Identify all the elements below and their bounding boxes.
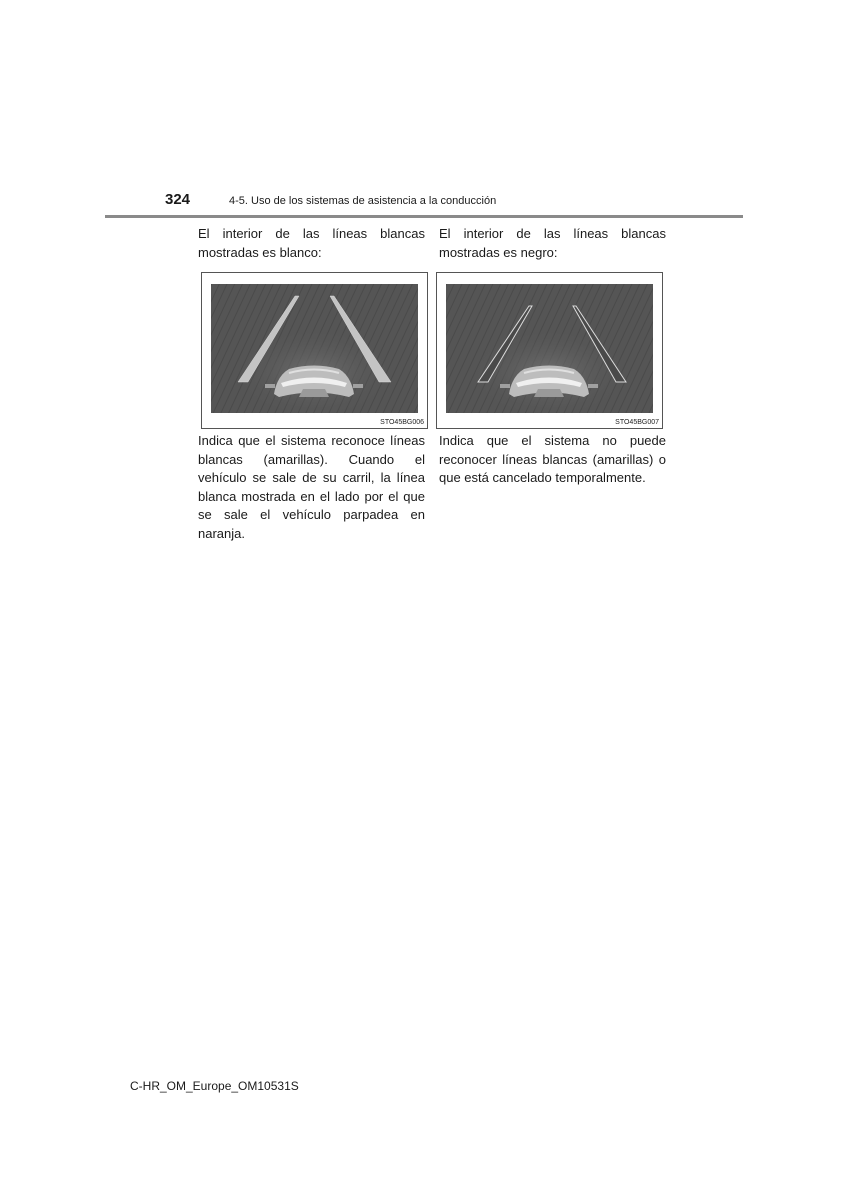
section-title: 4-5. Uso de los sistemas de asistencia a la conducción [229,195,497,207]
right-description-text: Indica que el sistema no puede reconocer líneas blancas (amarillas) o que está cancelado temporalmente. [439,433,666,486]
display-white-lines-illustration [211,284,418,413]
figure-lines-white [201,272,428,429]
page-number: 324 [165,191,191,208]
document-code: C-HR_OM_Europe_OM10531S [130,1079,299,1093]
left-intro-text: El interior de las líneas blancas mostradas es blanco: [198,226,425,260]
figure-lines-black [436,272,663,429]
left-description-text: Indica que el sistema reconoce líneas blancas (amarillas). Cuando el vehículo se sale de su carril, la línea blanca mostrada en el lado por el que se sale el vehículo parpadea en naranja. [198,433,425,541]
figure-code: STO45BG006 [380,419,424,426]
display-black-lines-illustration [446,284,653,413]
figure-code: STO45BG007 [615,419,659,426]
right-intro-text: El interior de las líneas blancas mostradas es negro: [439,226,666,260]
header-rule [105,215,743,218]
